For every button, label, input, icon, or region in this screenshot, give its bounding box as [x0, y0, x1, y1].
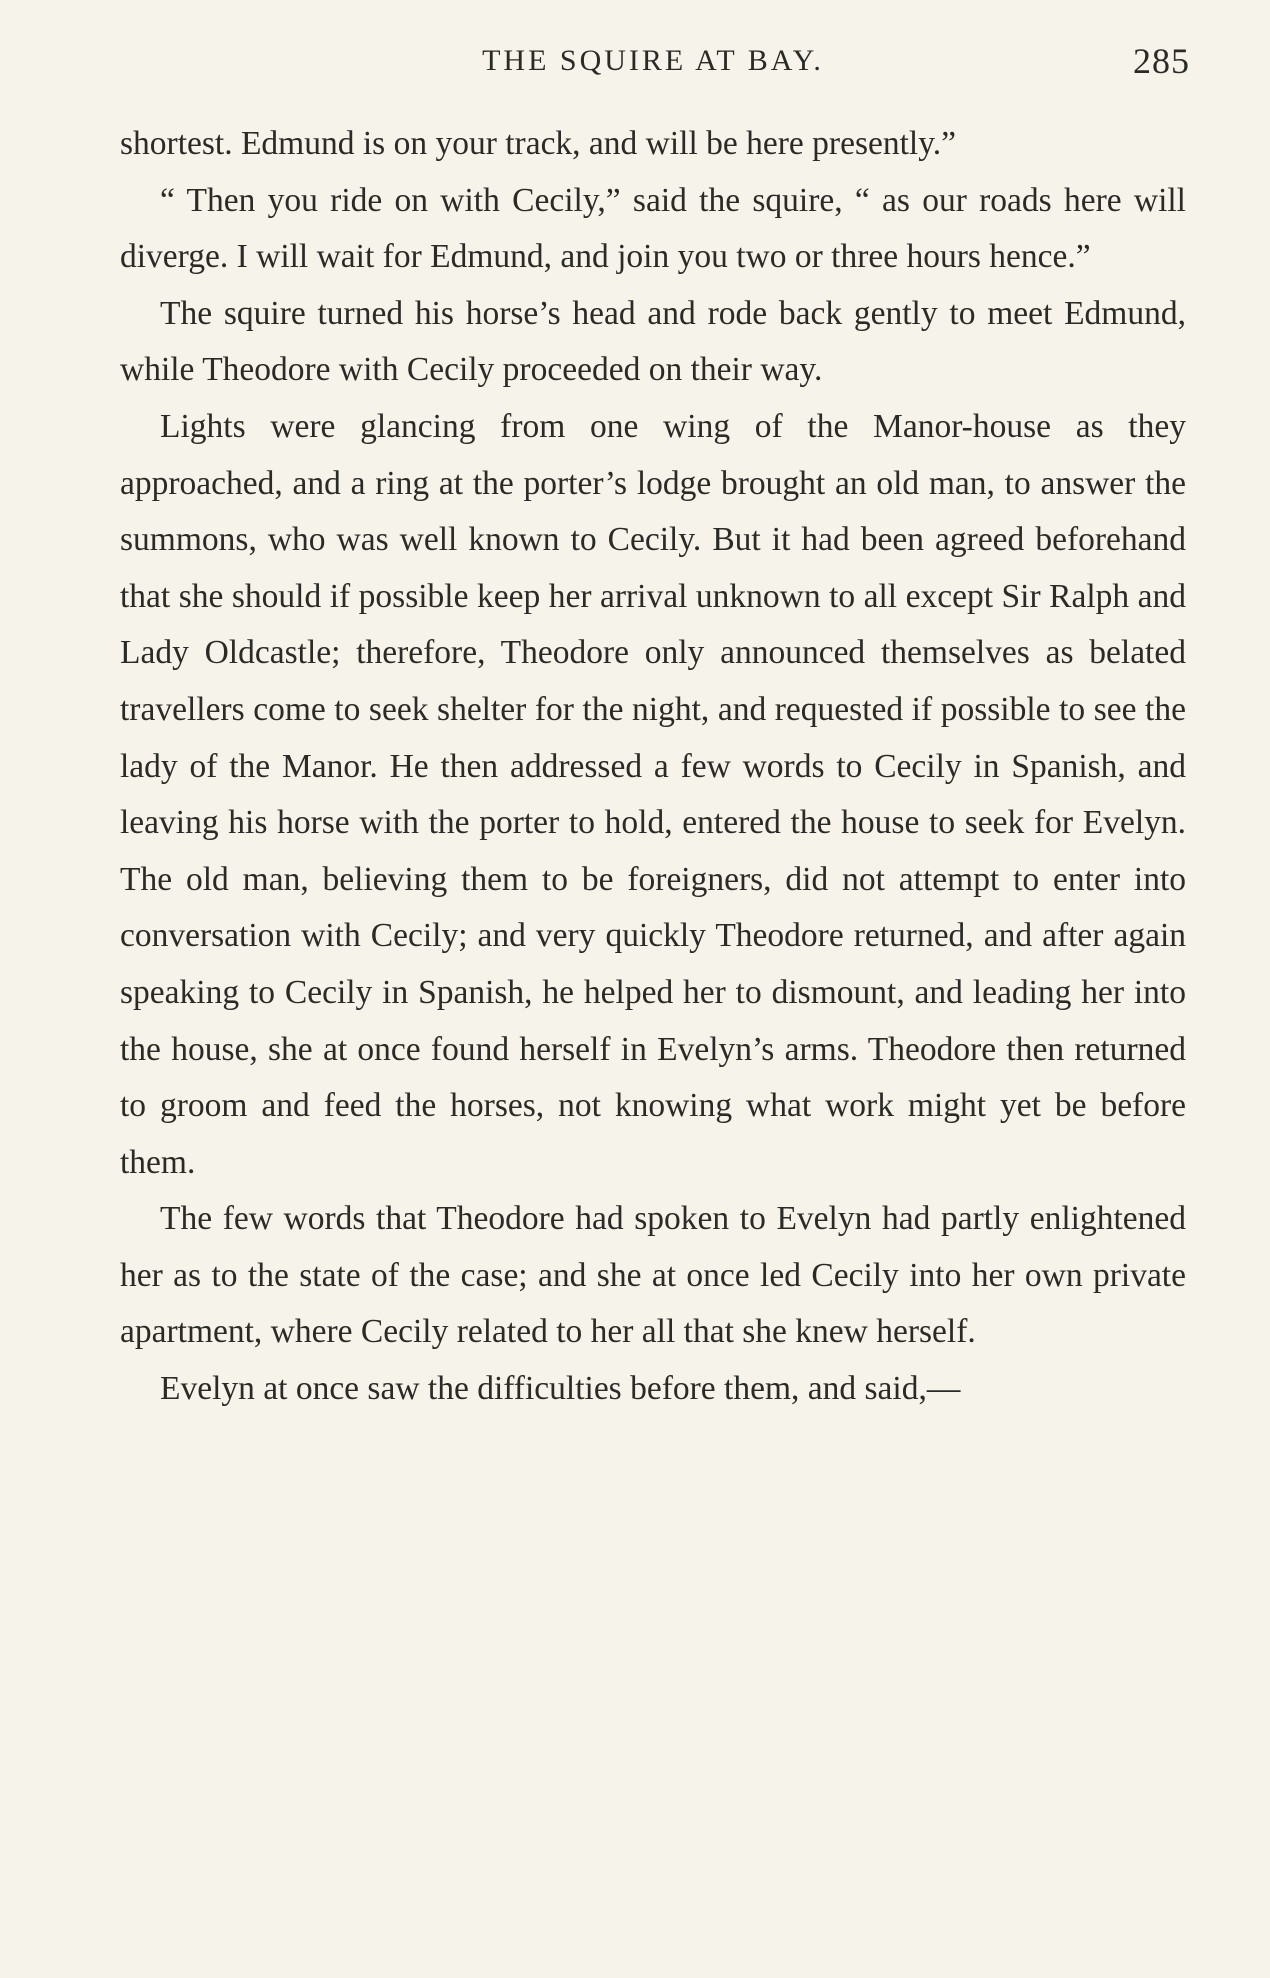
paragraph-2: “ Then you ride on with Cecily,” said the squire, “ as our roads here will diverge. I will wait for Edmund, and join you two or three hours hence.”: [120, 181, 1186, 276]
paragraph-5: The few words that Theodore had spoken to Evelyn had partly enlightened her as to the state of the case; and she at once led Cecily into her own private apartment, where Cecily related to her all that she knew herself.: [120, 1200, 1186, 1351]
running-head: [120, 38, 1190, 88]
running-title: THE SQUIRE AT BAY.: [482, 44, 824, 77]
body-text: [120, 116, 1186, 1418]
paragraph-1: shortest. Edmund is on your track, and will be here presently.”: [120, 125, 957, 162]
paragraph-3: The squire turned his horse’s head and rode back gently to meet Edmund, while Theodore with Cecily proceeded on their way.: [120, 294, 1186, 389]
book-page: [120, 0, 1190, 1978]
paragraph-4: Lights were glancing from one wing of the Manor-house as they approached, and a ring at the porter’s lodge brought an old man, to answer the summons, who was well known to Cecily. But it had been agreed beforehand that she should if possible keep her arrival unknown to all except Sir Ralph and Lady Oldcastle; therefore, Theodore only announced themselves as belated travellers come to seek shelter for the night, and requested if possible to see the lady of the Manor. He then addressed a few words to Cecily in Spanish, and leaving his horse with the porter to hold, entered the house to seek for Evelyn. The old man, believing them to be foreigners, did not attempt to enter into conversation with Cecily; and very quickly Theodore returned, and after again speaking to Cecily in Spanish, he helped her to dismount, and leading her into the house, she at once found herself in Evelyn’s arms. Theodore then returned to groom and feed the horses, not knowing what work might yet be before them.: [120, 407, 1186, 1181]
page-number: 285: [1133, 41, 1190, 81]
paragraph-6: Evelyn at once saw the difficulties before them, and said,—: [160, 1370, 961, 1408]
